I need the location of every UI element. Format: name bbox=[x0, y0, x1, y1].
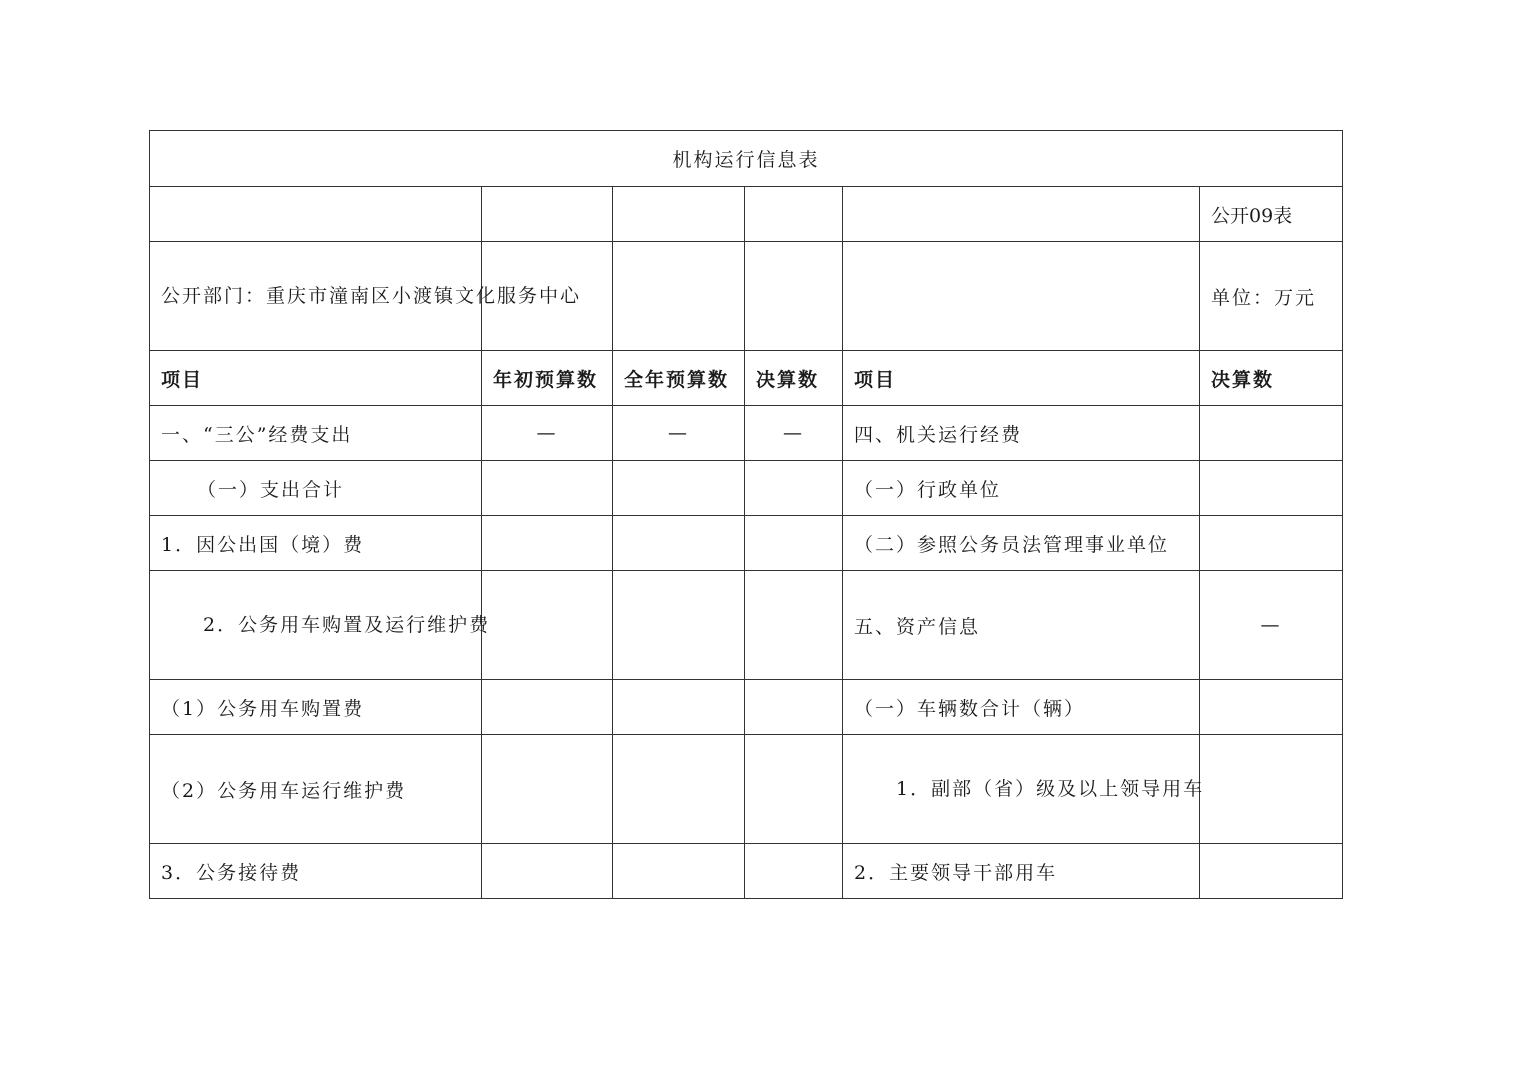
header-row bbox=[150, 351, 1343, 406]
empty-cell bbox=[745, 242, 843, 351]
row-initial-budget bbox=[482, 516, 613, 571]
institution-operation-table bbox=[149, 130, 1343, 899]
header-final-right: 决算数 bbox=[1200, 351, 1343, 406]
row-final-right bbox=[1200, 735, 1343, 844]
row-final-left bbox=[745, 735, 843, 844]
header-initial-budget: 年初预算数 bbox=[482, 351, 613, 406]
header-item-left: 项目 bbox=[150, 351, 482, 406]
row-initial-budget bbox=[482, 735, 613, 844]
row-final-right bbox=[1200, 844, 1343, 899]
row-item-left: （一）支出合计 bbox=[150, 461, 482, 516]
row-final-right bbox=[1200, 516, 1343, 571]
unit-label: 单位：万元 bbox=[1200, 242, 1343, 351]
row-item-right: （一）行政单位 bbox=[843, 461, 1200, 516]
row-final-right bbox=[1200, 406, 1343, 461]
row-final-left: — bbox=[745, 406, 843, 461]
table-row bbox=[150, 680, 1343, 735]
table-row bbox=[150, 406, 1343, 461]
row-item-left: 2．公务用车购置及运行维护费 bbox=[150, 571, 482, 680]
row-initial-budget bbox=[482, 461, 613, 516]
empty-cell bbox=[613, 187, 745, 242]
row-item-right: 五、资产信息 bbox=[843, 571, 1200, 680]
form-code-row bbox=[150, 187, 1343, 242]
row-item-right: 1．副部（省）级及以上领导用车 bbox=[843, 735, 1200, 844]
department-label: 公开部门：重庆市潼南区小渡镇文化服务中心 bbox=[150, 242, 482, 351]
row-item-right: （二）参照公务员法管理事业单位 bbox=[843, 516, 1200, 571]
header-final-left: 决算数 bbox=[745, 351, 843, 406]
row-final-right: — bbox=[1200, 571, 1343, 680]
empty-cell bbox=[482, 187, 613, 242]
row-item-left: 1．因公出国（境）费 bbox=[150, 516, 482, 571]
row-annual-budget bbox=[613, 516, 745, 571]
row-item-left: （2）公务用车运行维护费 bbox=[150, 735, 482, 844]
header-annual-budget: 全年预算数 bbox=[613, 351, 745, 406]
empty-cell bbox=[745, 187, 843, 242]
table-row bbox=[150, 571, 1343, 680]
empty-cell bbox=[843, 242, 1200, 351]
row-item-left: （1）公务用车购置费 bbox=[150, 680, 482, 735]
row-initial-budget bbox=[482, 844, 613, 899]
row-item-right: 2．主要领导干部用车 bbox=[843, 844, 1200, 899]
row-final-left bbox=[745, 844, 843, 899]
row-annual-budget bbox=[613, 844, 745, 899]
row-initial-budget bbox=[482, 680, 613, 735]
table-row bbox=[150, 844, 1343, 899]
row-annual-budget bbox=[613, 735, 745, 844]
row-initial-budget: — bbox=[482, 406, 613, 461]
row-final-left bbox=[745, 516, 843, 571]
empty-cell bbox=[613, 242, 745, 351]
row-annual-budget: — bbox=[613, 406, 745, 461]
row-final-left bbox=[745, 571, 843, 680]
table-title: 机构运行信息表 bbox=[150, 131, 1343, 187]
row-annual-budget bbox=[613, 461, 745, 516]
row-item-right: 四、机关运行经费 bbox=[843, 406, 1200, 461]
row-annual-budget bbox=[613, 571, 745, 680]
title-row bbox=[150, 131, 1343, 187]
row-final-right bbox=[1200, 680, 1343, 735]
table-row bbox=[150, 461, 1343, 516]
table-row bbox=[150, 735, 1343, 844]
row-item-right: （一）车辆数合计（辆） bbox=[843, 680, 1200, 735]
empty-cell bbox=[843, 187, 1200, 242]
table-row bbox=[150, 516, 1343, 571]
row-final-left bbox=[745, 680, 843, 735]
row-final-left bbox=[745, 461, 843, 516]
header-item-right: 项目 bbox=[843, 351, 1200, 406]
department-row bbox=[150, 242, 1343, 351]
row-annual-budget bbox=[613, 680, 745, 735]
empty-cell bbox=[150, 187, 482, 242]
row-item-left: 一、“三公”经费支出 bbox=[150, 406, 482, 461]
row-initial-budget bbox=[482, 571, 613, 680]
form-code: 公开09表 bbox=[1200, 187, 1343, 242]
row-final-right bbox=[1200, 461, 1343, 516]
row-item-left: 3．公务接待费 bbox=[150, 844, 482, 899]
